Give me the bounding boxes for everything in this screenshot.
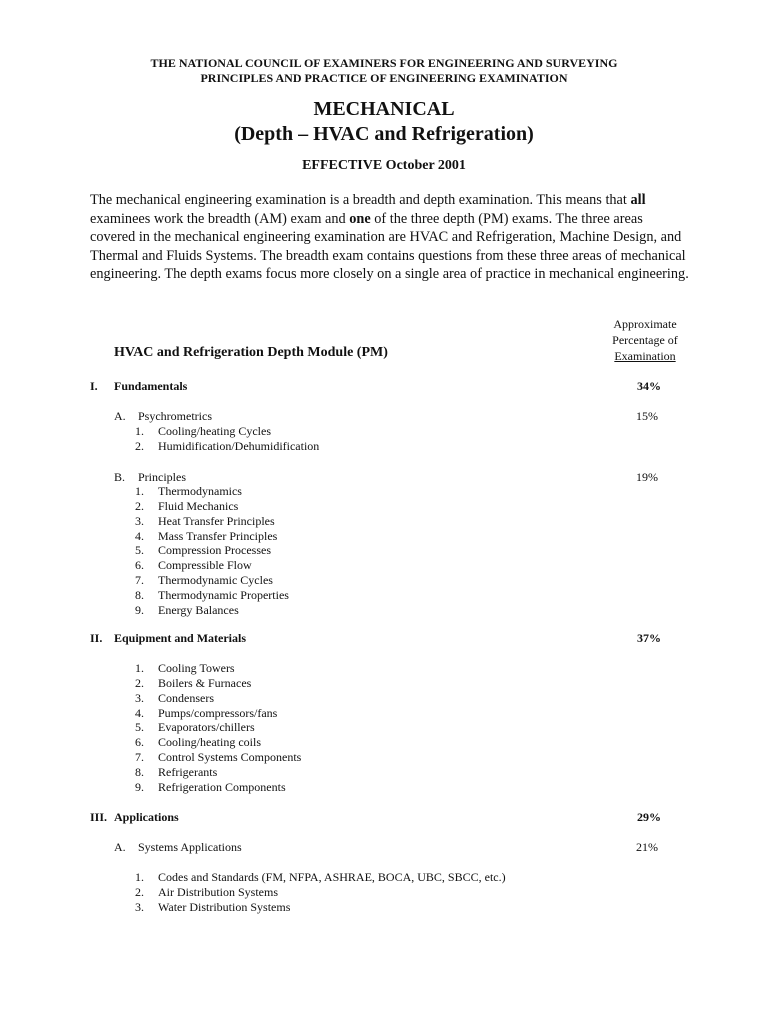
list-item [135,558,289,573]
intro-paragraph [90,191,690,284]
item-number: 2. [135,675,144,690]
item-label: Condensers [158,690,214,705]
item-label: Compressible Flow [158,558,252,573]
exam-name: PRINCIPLES AND PRACTICE OF ENGINEERING EXAMINATION [200,71,568,85]
subsection-percent: 15% [636,409,658,423]
list-item [135,720,301,735]
item-label: Refrigeration Components [158,779,286,794]
list-item [135,543,289,558]
item-number: 9. [135,602,144,617]
section-percent: 29% [637,810,661,824]
item-label: Boilers & Furnaces [158,675,252,690]
item-number: 6. [135,558,144,573]
item-label: Compression Processes [158,543,271,558]
column-header-line-3: Examination [614,349,676,363]
item-number: 7. [135,750,144,765]
item-label: Humidification/Dehumidification [158,438,320,453]
section-title: Equipment and Materials [114,631,247,645]
item-number: 8. [135,587,144,602]
list-item [135,424,319,439]
list-item [135,750,301,765]
item-label: Cooling/heating Cycles [158,424,271,438]
item-number: 8. [135,764,144,779]
subsection-letter: B. [114,470,126,484]
discipline-title: MECHANICAL [313,98,455,120]
list-item [135,900,506,915]
item-number: 2. [135,884,144,899]
item-number: 3. [135,513,144,528]
item-label: Pumps/compressors/fans [158,705,278,720]
intro-text-2: examinees work the breadth (AM) exam and [90,210,350,227]
list-item [135,514,289,529]
section-numeral: I. [90,379,98,393]
item-label: Heat Transfer Principles [158,513,275,528]
item-number: 1. [135,661,144,675]
subsection-title: Psychrometrics [138,409,212,423]
list-item [135,765,301,780]
section-numeral: II. [90,631,103,645]
section-title: Applications [114,810,179,824]
list-item [135,691,301,706]
item-label: Water Distribution Systems [158,899,291,914]
item-number: 3. [135,690,144,705]
column-header-line-2: Percentage of [612,333,678,347]
list-item [135,529,289,544]
item-number: 2. [135,438,144,453]
list-item [135,780,301,795]
topic-list [135,484,289,618]
list-item [135,499,289,514]
intro-bold-all: all [630,192,646,208]
item-label: Codes and Standards (FM, NFPA, ASHRAE, BOCA, UBC, SBCC, etc.) [158,870,506,884]
list-item [135,603,289,618]
section-heading [90,631,246,646]
item-label: Air Distribution Systems [158,884,279,899]
item-label: Refrigerants [158,764,218,779]
subsection-heading [114,409,212,424]
item-label: Thermodynamics [158,484,242,498]
section-title: Fundamentals [114,379,188,393]
item-label: Thermodynamic Properties [158,587,289,602]
item-number: 7. [135,573,144,588]
list-item [135,870,506,885]
subsection-percent: 21% [636,840,658,854]
section-heading [90,379,187,394]
item-label: Thermodynamic Cycles [158,573,273,588]
list-item [135,661,301,676]
item-label: Evaporators/chillers [158,720,255,735]
item-number: 9. [135,779,144,794]
section-numeral: III. [90,810,108,824]
topic-list [135,661,301,795]
section-heading [90,810,179,825]
intro-text-1: The mechanical engineering examination is a breadth and depth examination. This means that [90,192,631,208]
subsection-percent: 19% [636,470,658,484]
item-number: 5. [135,720,144,735]
item-number: 5. [135,543,144,558]
module-title: HVAC and Refrigeration Depth Module (PM) [114,345,388,360]
effective-date: EFFECTIVE October 2001 [302,158,466,173]
subsection-title: Principles [138,470,186,484]
list-item [135,885,506,900]
item-number: 6. [135,735,144,750]
subsection-heading [114,470,186,485]
section-percent: 34% [637,379,661,393]
list-item [135,439,319,454]
subsection-heading [114,840,242,855]
item-label: Cooling Towers [158,661,235,675]
item-label: Cooling/heating coils [158,735,261,750]
intro-bold-one: one [349,210,371,227]
item-number: 4. [135,705,144,720]
list-item [135,735,301,750]
subsection-letter: A. [114,409,126,423]
topic-list [135,424,319,454]
list-item [135,573,289,588]
section-percent: 37% [637,631,661,645]
item-label: Mass Transfer Principles [158,528,278,543]
topic-list [135,870,506,915]
list-item [135,484,289,499]
list-item [135,588,289,603]
list-item [135,706,301,721]
item-number: 2. [135,498,144,513]
item-number: 1. [135,424,144,438]
item-label: Control Systems Components [158,750,302,765]
item-number: 3. [135,899,144,914]
depth-title: (Depth – HVAC and Refrigeration) [234,123,534,145]
item-number: 4. [135,528,144,543]
list-item [135,676,301,691]
subsection-letter: A. [114,840,126,854]
item-label: Energy Balances [158,602,239,617]
column-header-line-1: Approximate [613,317,677,331]
item-number: 1. [135,870,144,884]
subsection-title: Systems Applications [138,840,242,854]
intro-text-3: of the three depth (PM) exams. The three areas covered in the mechanical engineering examination are HVAC and Refrigeration, Machine Design, and Thermal and Fluids Systems. The breadth exam contains questions from these three areas of mechanical engineering. The depth exams focus more closely on a single area of practice in mechanical engineering. [90,210,689,283]
council-name: THE NATIONAL COUNCIL OF EXAMINERS FOR ENGINEERING AND SURVEYING [150,56,618,70]
percentage-column-header [585,316,705,364]
item-label: Fluid Mechanics [158,498,239,513]
item-number: 1. [135,484,144,498]
